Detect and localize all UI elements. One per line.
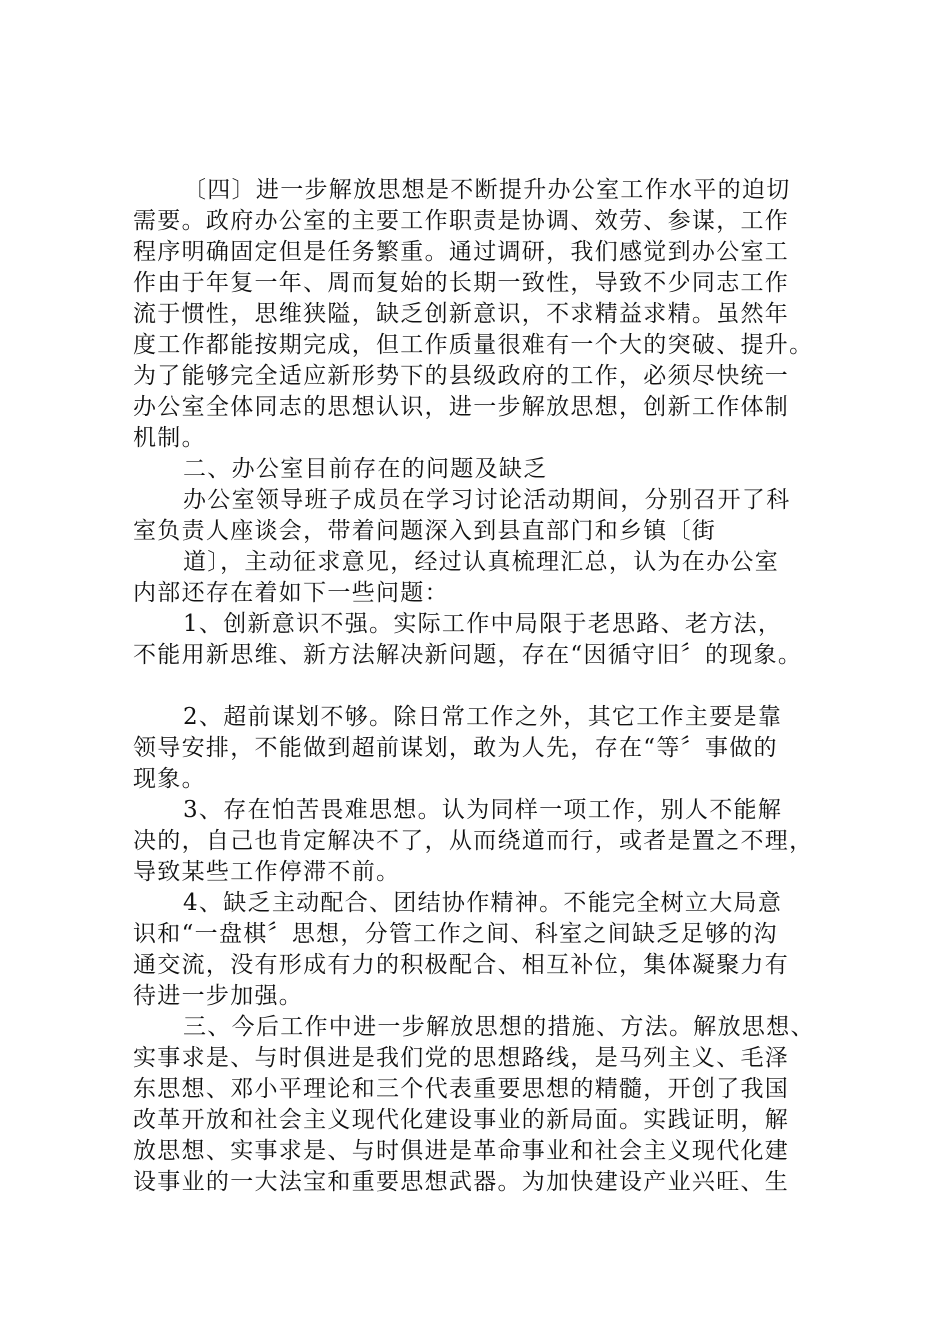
text-line: 识和“一盘棋〞思想，分管工作之间、科室之间缺乏足够的沟 [133,921,778,947]
text-line: 现象。 [133,766,206,792]
list-item: 4、缺乏主动配合、团结协作精神。不能完全树立大局意 [183,890,783,916]
text-line: 内部还存在着如下一些问题： [133,580,449,606]
text-line: 导致某些工作停滞不前。 [133,859,401,885]
text-line: 作由于年复一年、周而复始的长期一致性，导致不少同志工作 [133,270,790,296]
text-line: 需要。政府办公室的主要工作职责是协调、效劳、参谋，工作 [133,208,790,234]
text-line: 室负责人座谈会，带着问题深入到县直部门和乡镇〔街 [133,518,717,544]
text-line: 改革开放和社会主义现代化建设事业的新局面。实践证明，解 [133,1107,790,1133]
text-line: 决的，自己也肯定解决不了，从而绕道而行，或者是置之不理， [133,828,814,854]
text-line: 通交流，没有形成有力的积极配合、相互补位，集体凝聚力有 [133,952,790,978]
text-line: 程序明确固定但是任务繁重。通过调研，我们感觉到办公室工 [133,239,790,265]
text-line: 领导安排，不能做到超前谋划，敢为人先，存在“等〞事做的 [133,735,778,761]
text-line: 实事求是、与时俱进是我们党的思想路线，是马列主义、毛泽 [133,1045,790,1071]
list-item: 3、存在怕苦畏难思想。认为同样一项工作，别人不能解 [183,797,783,823]
text-line: 〔四〕进一步解放思想是不断提升办公室工作水平的迫切 [183,177,791,203]
text-line: 办公室领导班子成员在学习讨论活动期间，分别召开了科 [183,487,791,513]
text-line: 机制。 [133,425,206,451]
text-line: 东思想、邓小平理论和三个代表重要思想的精髓，开创了我国 [133,1076,790,1102]
list-item: 2、超前谋划不够。除日常工作之外，其它工作主要是靠 [183,704,783,730]
section-heading: 三、今后工作中进一步解放思想的措施、方法。解放思想、 [183,1014,815,1040]
text-line: 待进一步加强。 [133,983,304,1009]
text-line: 度工作都能按期完成，但工作质量很难有一个大的突破、提升。 [133,332,814,358]
text-line: 放思想、实事求是、与时俱进是革命事业和社会主义现代化建 [133,1138,790,1164]
text-line: 流于惯性，思维狭隘，缺乏创新意识，不求精益求精。虽然年 [133,301,790,327]
list-item: 1、创新意识不强。实际工作中局限于老思路、老方法， [183,611,783,637]
text-line: 不能用新思维、新方法解决新问题，存在“因循守旧〞的现象。 [133,642,803,668]
text-line: 道〕，主动征求意见，经过认真梳理汇总，认为在办公室 [183,549,779,575]
text-line: 设事业的一大法宝和重要思想武器。为加快建设产业兴旺、生 [133,1169,790,1195]
text-line: 为了能够完全适应新形势下的县级政府的工作，必须尽快统一 [133,363,790,389]
section-heading: 二、办公室目前存在的问题及缺乏 [183,456,548,482]
text-line: 办公室全体同志的思想认识，进一步解放思想，创新工作体制 [133,394,790,420]
